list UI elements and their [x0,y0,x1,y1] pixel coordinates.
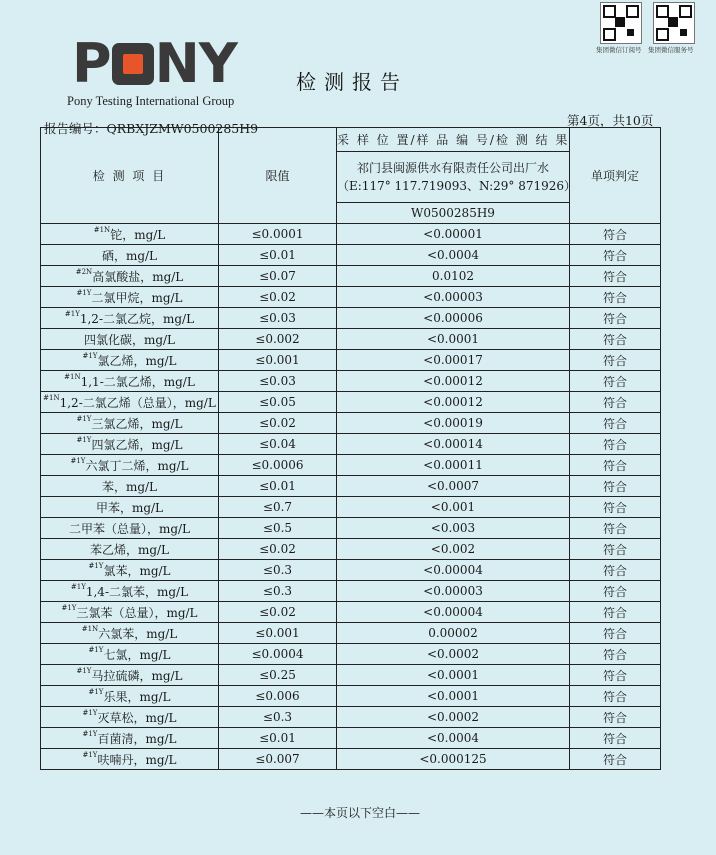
item-cell [41,434,219,455]
verdict-cell-text: 符合 [602,563,627,578]
limit-cell-text: ≤0.05 [259,395,296,409]
table-row [41,371,661,392]
item-cell [41,266,219,287]
method-mark: #1Y [82,708,98,717]
verdict-cell-text: 符合 [602,416,627,431]
limit-cell [219,413,337,434]
item-cell [41,665,219,686]
sampling-site-name: 祁门县闽源供水有限责任公司出厂水 [356,161,549,175]
method-mark: #1Y [64,309,80,318]
result-cell-text: <0.0004 [426,248,480,262]
verdict-cell [570,749,661,770]
limit-cell [219,224,337,245]
method-mark: #2N [75,267,93,276]
limit-cell-text: ≤0.02 [259,605,296,619]
logo-wordmark [72,32,262,95]
item-cell [41,329,219,350]
verdict-cell-text: 符合 [602,479,627,494]
verdict-cell-text: 符合 [602,710,627,725]
table-row [41,329,661,350]
result-cell [337,560,570,581]
item-cell-text: 1,2-二氯乙烷，mg/L [79,311,195,326]
qr-caption: 集团微信订阅号 [596,46,642,54]
result-cell [337,371,570,392]
verdict-cell [570,413,661,434]
verdict-cell [570,371,661,392]
limit-cell-text: ≤0.3 [262,563,293,577]
logo-o-mark [112,43,154,85]
logo-letter-p: P [72,32,111,95]
verdict-cell [570,350,661,371]
method-mark: #1Y [82,729,98,738]
header-verdict: 单项判定 [570,128,661,224]
result-cell [337,413,570,434]
result-cell [337,644,570,665]
item-cell-text: 氯乙烯，mg/L [97,353,177,368]
limit-cell [219,518,337,539]
header-limit: 限值 [219,128,337,224]
verdict-cell-text: 符合 [602,542,627,557]
result-cell [337,350,570,371]
item-cell-text: 呋喃丹，mg/L [97,752,177,767]
limit-cell-text: ≤0.3 [262,584,293,598]
limit-cell [219,560,337,581]
result-cell [337,602,570,623]
table-row [41,308,661,329]
result-cell-text: <0.0002 [426,710,480,724]
result-cell [337,245,570,266]
limit-cell-text: ≤0.02 [259,290,296,304]
sampling-site-coordinates: （E:117° 117.719093、N:29° 871926） [337,179,577,193]
limit-cell [219,392,337,413]
result-cell [337,224,570,245]
item-cell-text: 1,1-二氯乙烯，mg/L [80,374,195,389]
verdict-cell-text: 符合 [602,290,627,305]
method-mark: #1N [81,624,99,633]
item-cell-text: 铊，mg/L [110,227,166,242]
item-cell [41,287,219,308]
page-number: 第4页，共10页 [567,113,654,128]
verdict-cell [570,644,661,665]
limit-cell [219,581,337,602]
limit-cell [219,476,337,497]
result-cell [337,476,570,497]
verdict-cell-text: 符合 [602,521,627,536]
result-cell-text: <0.00001 [423,227,483,241]
table-row [41,623,661,644]
result-cell-text: <0.003 [430,521,476,535]
result-cell [337,497,570,518]
result-cell-text: <0.0001 [426,668,480,682]
method-mark: #1N [93,225,111,234]
limit-cell-text: ≤0.02 [259,542,296,556]
item-cell [41,224,219,245]
verdict-cell [570,476,661,497]
item-cell [41,539,219,560]
result-cell [337,287,570,308]
limit-cell [219,749,337,770]
item-cell [41,245,219,266]
verdict-cell [570,329,661,350]
item-cell [41,455,219,476]
item-cell [41,392,219,413]
item-cell-text: 百菌清，mg/L [97,731,177,746]
method-mark: #1N [64,372,81,381]
result-cell-text: <0.0001 [426,332,480,346]
item-cell [41,350,219,371]
verdict-cell [570,602,661,623]
results-table [40,127,661,770]
table-row [41,539,661,560]
item-cell-text: 甲苯，mg/L [95,500,164,515]
limit-cell-text: ≤0.7 [262,500,293,514]
item-cell-text: 高氯酸盐，mg/L [92,269,184,284]
result-cell-text: <0.00011 [423,458,483,472]
limit-cell [219,644,337,665]
verdict-cell-text: 符合 [602,248,627,263]
verdict-cell-text: 符合 [602,584,627,599]
limit-cell [219,434,337,455]
item-cell-text: 四氯化碳，mg/L [83,332,176,347]
header-item: 检 测 项 目 [41,128,219,224]
result-cell-text: 0.0102 [432,269,474,283]
limit-cell-text: ≤0.0001 [251,227,304,241]
limit-cell [219,287,337,308]
method-mark: #1Y [61,603,77,612]
limit-cell-text: ≤0.02 [259,416,296,430]
verdict-cell-text: 符合 [602,458,627,473]
table-row [41,602,661,623]
limit-cell-text: ≤0.03 [259,311,296,325]
limit-cell-text: ≤0.01 [259,731,296,745]
limit-cell [219,497,337,518]
limit-cell-text: ≤0.3 [262,710,293,724]
result-cell [337,539,570,560]
verdict-cell [570,581,661,602]
item-cell [41,602,219,623]
limit-cell [219,371,337,392]
verdict-cell-text: 符合 [602,269,627,284]
verdict-cell-text: 符合 [602,752,627,767]
item-cell [41,644,219,665]
item-cell [41,497,219,518]
item-cell [41,413,219,434]
item-cell [41,749,219,770]
result-cell [337,329,570,350]
result-cell-text: <0.00003 [423,290,483,304]
verdict-cell-text: 符合 [602,353,627,368]
verdict-cell-text: 符合 [602,437,627,452]
limit-cell [219,728,337,749]
verdict-cell [570,245,661,266]
limit-cell [219,623,337,644]
result-cell-text: <0.0001 [426,689,480,703]
method-mark: #1Y [76,666,92,675]
item-cell-text: 三氯乙烯，mg/L [91,416,183,431]
table-row [41,728,661,749]
verdict-cell [570,728,661,749]
result-cell-text: <0.00012 [423,395,483,409]
method-mark: #1Y [88,687,104,696]
verdict-cell [570,308,661,329]
result-cell-text: 0.00002 [428,626,478,640]
verdict-cell-text: 符合 [602,227,627,242]
item-cell-text: 二氯甲烷，mg/L [91,290,183,305]
verdict-cell [570,707,661,728]
verdict-cell-text: 符合 [602,500,627,515]
page-end-note: ——本页以下空白—— [300,806,421,820]
result-cell [337,434,570,455]
limit-cell-text: ≤0.001 [255,626,300,640]
item-cell [41,476,219,497]
item-cell [41,623,219,644]
table-row [41,644,661,665]
limit-cell-text: ≤0.007 [255,752,300,766]
result-cell-text: <0.00019 [423,416,483,430]
result-cell [337,266,570,287]
item-cell-text: 乐果，mg/L [103,689,171,704]
item-cell-text: 1,4-二氯苯，mg/L [85,584,189,599]
limit-cell-text: ≤0.01 [259,479,296,493]
item-cell [41,560,219,581]
item-cell [41,581,219,602]
limit-cell-text: ≤0.01 [259,248,296,262]
verdict-cell [570,623,661,644]
limit-cell [219,350,337,371]
limit-cell-text: ≤0.5 [262,521,293,535]
result-cell [337,749,570,770]
verdict-cell-text: 符合 [602,332,627,347]
verdict-cell [570,560,661,581]
method-mark: #1Y [88,561,104,570]
limit-cell [219,539,337,560]
item-cell-text: 六氯丁二烯，mg/L [85,458,189,473]
result-cell-text: <0.0007 [426,479,480,493]
result-cell [337,728,570,749]
result-cell-text: <0.00004 [423,563,483,577]
limit-cell-text: ≤0.03 [259,374,296,388]
verdict-cell [570,497,661,518]
verdict-cell-text: 符合 [602,731,627,746]
table-row [41,707,661,728]
limit-cell-text: ≤0.07 [259,269,296,283]
verdict-cell-text: 符合 [602,395,627,410]
company-logo [67,32,262,109]
limit-cell-text: ≤0.04 [259,437,296,451]
qr-code-icon [653,2,695,44]
table-row [41,455,661,476]
item-cell-text: 三氯苯（总量），mg/L [76,605,198,620]
item-cell-text: 二甲苯（总量），mg/L [68,521,191,536]
result-cell-text: <0.002 [430,542,476,556]
table-row [41,581,661,602]
header-sample-code: W0500285H9 [337,203,570,224]
limit-cell [219,266,337,287]
verdict-cell-text: 符合 [602,689,627,704]
table-row [41,749,661,770]
item-cell-text: 1,2-二氯乙烯（总量），mg/L [59,395,216,410]
method-mark: #1Y [76,288,92,297]
item-cell-text: 七氯，mg/L [103,647,171,662]
verdict-cell [570,518,661,539]
result-cell-text: <0.001 [430,500,476,514]
limit-cell-text: ≤0.002 [255,332,300,346]
verdict-cell [570,224,661,245]
table-row [41,245,661,266]
limit-cell [219,245,337,266]
method-mark: #1Y [70,582,86,591]
report-number: 报告编号：QRBXJZMW0500285H9 [44,121,259,136]
item-cell [41,728,219,749]
result-cell-text: <0.00012 [423,374,483,388]
result-cell-text: <0.00006 [423,311,483,325]
item-cell-text: 灭草松，mg/L [97,710,177,725]
result-cell-text: <0.00003 [423,584,483,598]
result-cell [337,308,570,329]
result-cell [337,686,570,707]
verdict-cell [570,686,661,707]
result-cell-text: <0.000125 [419,752,487,766]
result-cell [337,455,570,476]
limit-cell [219,686,337,707]
verdict-cell [570,455,661,476]
verdict-cell-text: 符合 [602,311,627,326]
item-cell [41,707,219,728]
table-row [41,686,661,707]
verdict-cell [570,287,661,308]
header-sampling-site [337,152,577,203]
limit-cell-text: ≤0.0004 [251,647,304,661]
verdict-cell [570,266,661,287]
method-mark: #1N [43,393,60,402]
result-cell-text: <0.0004 [426,731,480,745]
limit-cell [219,329,337,350]
verdict-cell [570,539,661,560]
qr-caption: 集团微信服务号 [648,46,694,54]
table-row [41,497,661,518]
result-cell-text: <0.0002 [426,647,480,661]
table-row [41,560,661,581]
limit-cell [219,308,337,329]
item-cell [41,518,219,539]
item-cell-text: 马拉硫磷，mg/L [91,668,183,683]
limit-cell [219,455,337,476]
result-cell [337,392,570,413]
verdict-cell-text: 符合 [602,374,627,389]
result-cell [337,707,570,728]
result-cell [337,581,570,602]
table-row [41,476,661,497]
result-cell-text: <0.00004 [423,605,483,619]
method-mark: #1Y [70,456,86,465]
result-cell [337,665,570,686]
item-cell-text: 苯乙烯，mg/L [89,542,170,557]
item-cell-text: 苯，mg/L [101,479,158,494]
item-cell [41,371,219,392]
method-mark: #1Y [82,351,98,360]
table-row [41,350,661,371]
verdict-cell [570,665,661,686]
document-title: 检测报告 [296,70,408,94]
verdict-cell-text: 符合 [602,605,627,620]
method-mark: #1Y [76,435,92,444]
table-row [41,518,661,539]
table-row [41,665,661,686]
item-cell-text: 氯苯，mg/L [103,563,171,578]
header-sample-group: 采 样 位 置/样 品 编 号/检 测 结 果 [337,128,570,152]
item-cell-text: 六氯苯，mg/L [98,626,178,641]
verdict-cell-text: 符合 [602,626,627,641]
limit-cell-text: ≤0.25 [259,668,296,682]
limit-cell-text: ≤0.0006 [251,458,304,472]
logo-letters-ny: NY [154,32,237,95]
result-cell-text: <0.00014 [423,437,483,451]
limit-cell [219,707,337,728]
logo-subtitle: Pony Testing International Group [67,94,235,108]
method-mark: #1Y [82,750,98,759]
item-cell [41,686,219,707]
limit-cell-text: ≤0.001 [255,353,300,367]
qr-code-icon [600,2,642,44]
method-mark: #1Y [88,645,104,654]
table-row [41,287,661,308]
verdict-cell-text: 符合 [602,647,627,662]
limit-cell-text: ≤0.006 [255,689,300,703]
item-cell-text: 硒，mg/L [101,248,158,263]
verdict-cell [570,434,661,455]
table-row [41,224,661,245]
limit-cell [219,602,337,623]
verdict-cell [570,392,661,413]
item-cell [41,308,219,329]
limit-cell [219,665,337,686]
verdict-cell-text: 符合 [602,668,627,683]
table-row [41,434,661,455]
method-mark: #1Y [76,414,92,423]
table-row [41,392,661,413]
table-row [41,413,661,434]
result-cell [337,518,570,539]
table-row [41,266,661,287]
item-cell-text: 四氯乙烯，mg/L [91,437,183,452]
result-cell-text: <0.00017 [423,353,483,367]
result-cell [337,623,570,644]
